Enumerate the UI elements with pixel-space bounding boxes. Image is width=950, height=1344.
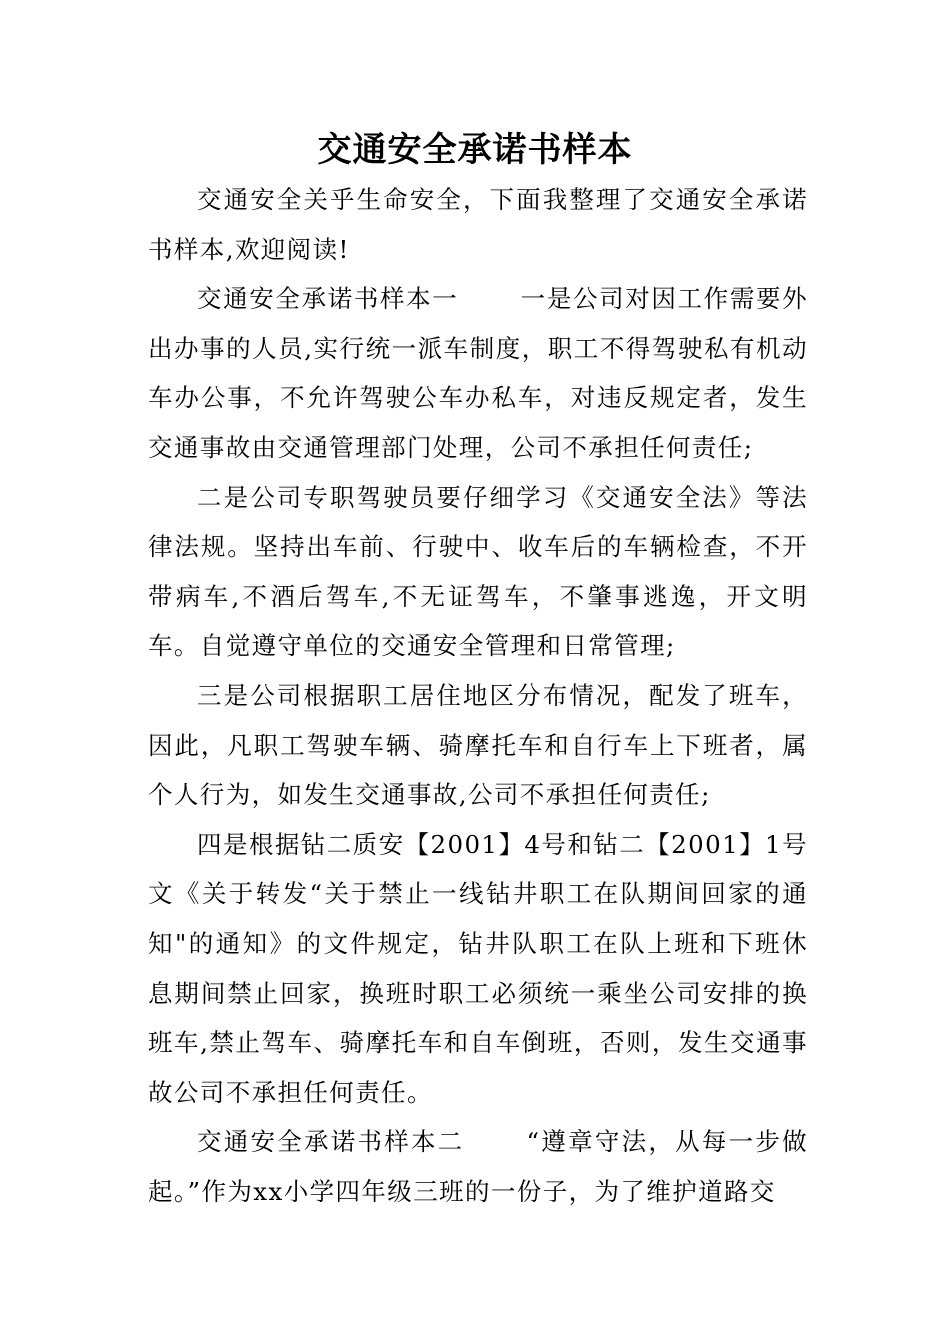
sample-one-paragraph-3: 三是公司根据职工居住地区分布情况，配发了班车，因此，凡职工驾驶车辆、骑摩托车和自行车上下班者，属个人行为，如发生交通事故,公司不承担任何责任; <box>148 680 808 810</box>
document-body <box>148 175 808 1216</box>
sample-one-paragraph-1-text: 一是公司对因工作需要外出办事的人员,实行统一派车制度，职工不得驾驶私有机动车办公事，不允许驾驶公车办私车，对违反规定者，发生交通事故由交通管理部门处理，公司不承担任何责任; <box>148 284 809 462</box>
sample-two-paragraph-1-text: “遵章守法，从每一步做起。”作为xx小学四年级三班的一份子，为了维护道路交 <box>148 1127 808 1206</box>
sample-two-heading: 交通安全承诺书样本二 <box>197 1127 465 1157</box>
sample-one-paragraph-2: 二是公司专职驾驶员要仔细学习《交通安全法》等法律法规。坚持出车前、行驶中、收车后的车辆检查，不开带病车,不酒后驾车,不无证驾车，不肇事逃逸，开文明车。自觉遵守单位的交通安全管理和日常管理; <box>148 482 808 661</box>
sample-two-paragraph-1 <box>148 1117 808 1216</box>
sample-one-paragraph-4: 四是根据钻二质安【2001】4号和钻二【2001】1号文《关于转发“关于禁止一线钻井职工在队期间回家的通知"的通知》的文件规定，钻井队职工在队上班和下班休息期间禁止回家，换班时职工必须统一乘坐公司安排的换班车,禁止驾车、骑摩托车和自车倒班，否则，发生交通事故公司不承担任何责任。 <box>148 829 808 1107</box>
sample-one-heading: 交通安全承诺书样本一 <box>197 284 459 314</box>
document-title: 交通安全承诺书样本 <box>317 130 633 170</box>
sample-one-paragraph-1 <box>148 274 808 472</box>
intro-paragraph: 交通安全关乎生命安全，下面我整理了交通安全承诺书样本,欢迎阅读! <box>148 185 808 264</box>
